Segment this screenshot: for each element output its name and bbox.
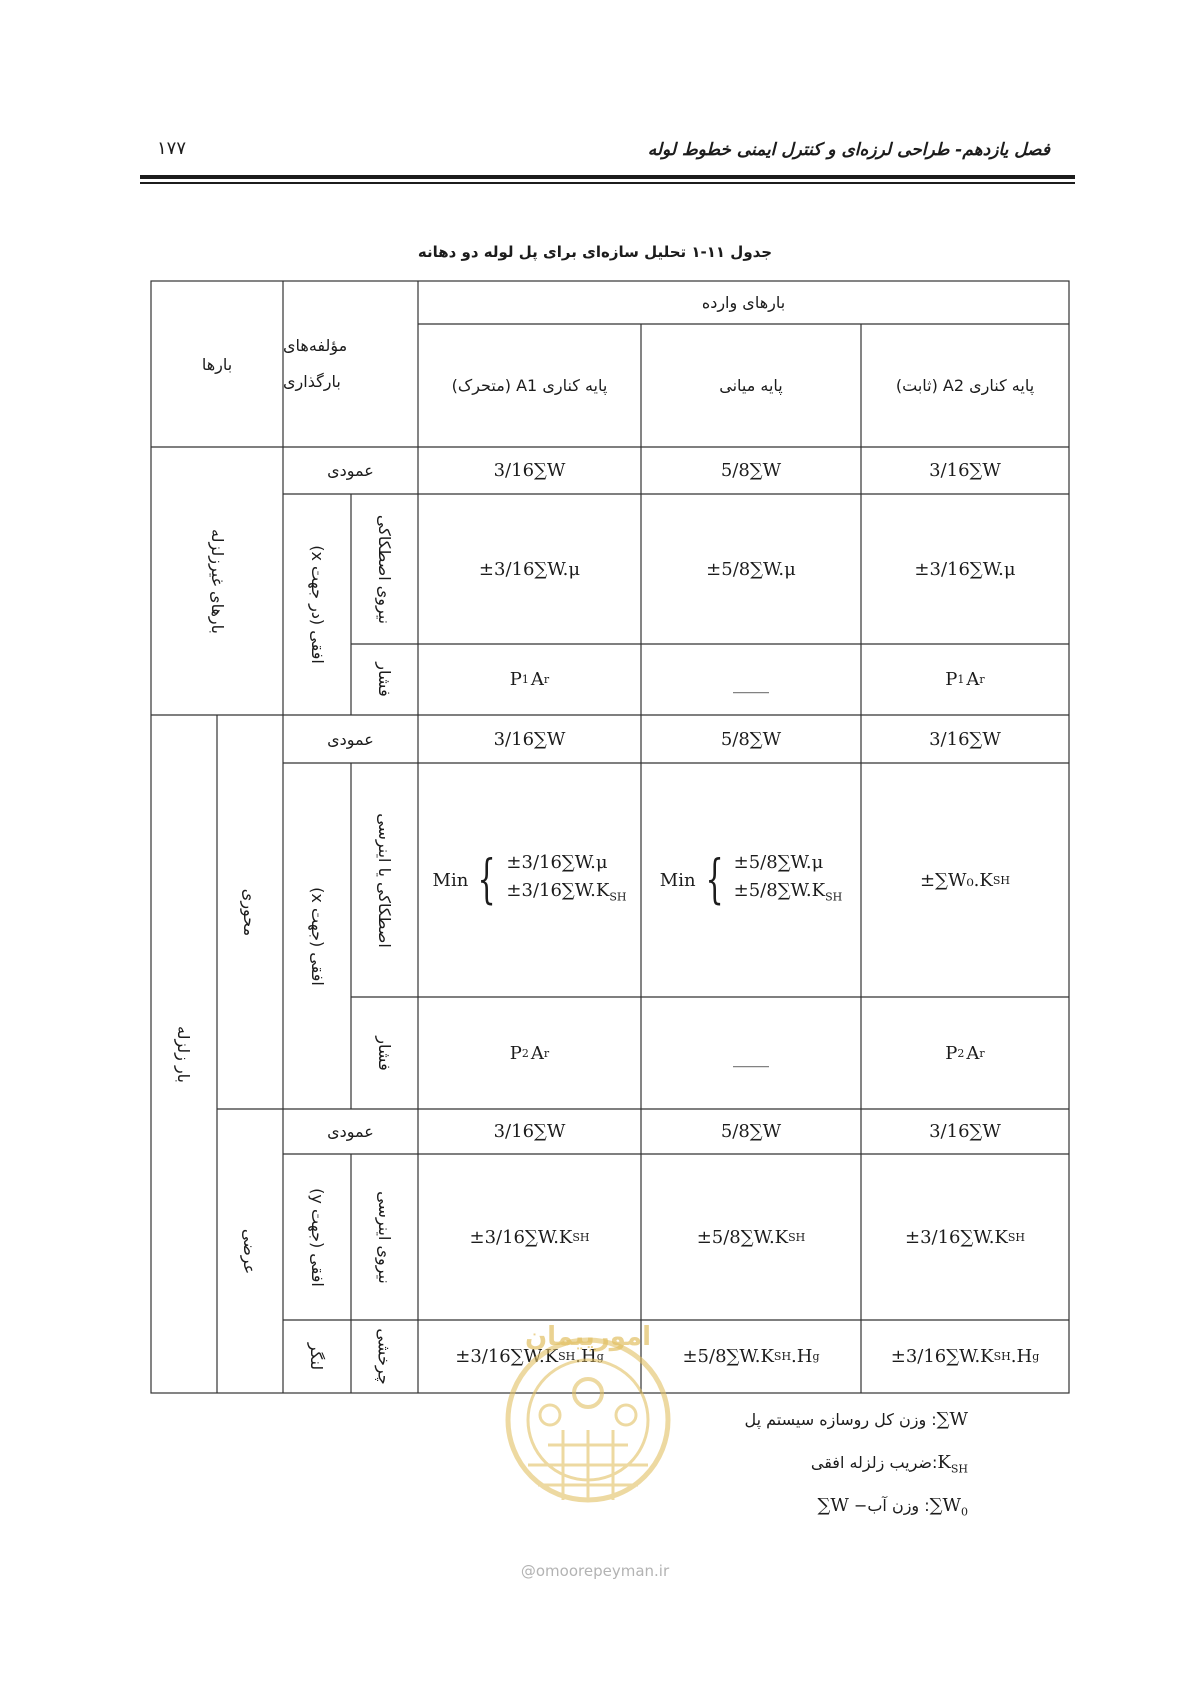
header-load-components bbox=[283, 281, 418, 447]
label-friction-force-1: نیروی اصطکاکی bbox=[375, 514, 395, 624]
label-inertia-force: نیروی اینرسی bbox=[375, 1190, 394, 1284]
cell-ns-friction-a1: ±3/16∑W.μ bbox=[478, 558, 581, 580]
cell-tr-inertia-a1: ±3/16∑W.K SH bbox=[469, 1226, 590, 1248]
cell-ns-pressure-mid: ____ bbox=[733, 673, 769, 694]
cell-tr-inertia-mid: ±5/8∑W.K SH bbox=[696, 1226, 806, 1248]
label-vertical-2: عمودی bbox=[327, 729, 374, 749]
cell-ax-pressure-a1: P 2 A r bbox=[509, 1042, 550, 1064]
header-components-line1: مؤلفه‌های bbox=[283, 336, 348, 355]
header-loads: بارها bbox=[201, 354, 233, 374]
brace-icon: { bbox=[477, 850, 496, 910]
group-transverse: عرضی bbox=[240, 1228, 260, 1274]
label-horizontal-x: افقی (جهت x) bbox=[307, 886, 327, 986]
cell-tr-moment-a1: ±3/16∑W.K SH .H g bbox=[455, 1346, 604, 1367]
group-nonseismic: بارهای غیرزلزله bbox=[207, 528, 227, 634]
group-axial: محوری bbox=[240, 888, 260, 936]
group-seismic: بار زلزله bbox=[174, 1025, 194, 1083]
watermark-logo-text: امورپیمان bbox=[524, 1322, 652, 1352]
legend-seismic-coefficient: $K_{SH}:ضریب$ زلزله افقی bbox=[810, 1452, 968, 1476]
cell-ns-friction-a2: ±3/16∑W.μ bbox=[914, 558, 1016, 580]
cell-ax-min-a1: Min { ±3/16∑W.μ $\pm 3/16\sum W.K_{SH}$ bbox=[432, 850, 627, 910]
cell-ns-vertical-a1: 3/16∑W bbox=[493, 460, 566, 481]
cell-tr-vertical-a1: 3/16∑W bbox=[493, 1121, 566, 1142]
cell-ax-vertical-a1: 3/16∑W bbox=[493, 728, 566, 750]
cell-ns-friction-mid: ±5/8∑W.μ bbox=[706, 558, 796, 580]
label-rotational: چرخشی bbox=[375, 1328, 394, 1385]
cell-ns-pressure-a1: P 1 A r bbox=[509, 669, 550, 690]
label-pressure-1: فشار bbox=[375, 662, 394, 697]
cell-ax-pressure-a2: P 2 A r bbox=[945, 1042, 985, 1064]
label-vertical-1: عمودی bbox=[327, 461, 374, 480]
label-horizontal-y: افقی (جهت y) bbox=[307, 1187, 327, 1287]
label-friction-or-inertia: اصطکاکی یا اینرسی bbox=[375, 812, 394, 948]
label-moment: لنگر bbox=[307, 1342, 327, 1371]
cell-tr-vertical-a2: 3/16∑W bbox=[929, 1121, 1001, 1142]
header-applied-loads: بارهای وارده bbox=[701, 293, 786, 312]
min-label: Min bbox=[432, 869, 469, 891]
cell-ax-inertia-a2: ±∑W₀.K SH bbox=[920, 869, 1010, 891]
col-header-a2: پایه کناری A2 (ثابت) bbox=[895, 376, 1035, 395]
cell-ax-pressure-mid: ____ bbox=[733, 1046, 769, 1068]
cell-ax-vertical-a2: 3/16∑W bbox=[929, 728, 1001, 750]
cell-tr-moment-a2: ±3/16∑W.K SH .H g bbox=[890, 1346, 1040, 1367]
cell-tr-vertical-mid: 5/8∑W bbox=[720, 1121, 782, 1142]
min-label: Min bbox=[659, 869, 696, 891]
cell-ax-vertical-mid: 5/8∑W bbox=[720, 728, 782, 750]
cell-ns-vertical-a2: 3/16∑W bbox=[929, 460, 1001, 481]
watermark-logo-icon bbox=[488, 1315, 688, 1515]
col-header-a1: پایه کناری A1 (متحرک) bbox=[451, 376, 608, 395]
chapter-title: فصل یازدهم- طراحی لرزه‌ای و کنترل ایمنی خطوط لوله bbox=[647, 140, 1050, 160]
table-caption: جدول ۱۱-۱ تحلیل سازه‌ای برای پل لوله دو دهانه bbox=[417, 243, 773, 261]
cell-ns-vertical-mid: 5/8∑W bbox=[720, 460, 782, 481]
brace-icon: { bbox=[704, 850, 724, 910]
cell-tr-inertia-a2: ±3/16∑W.K SH bbox=[904, 1226, 1026, 1248]
col-header-middle: پایه میانی bbox=[719, 376, 783, 395]
label-horizontal-in-x: افقی (در جهت x) bbox=[307, 545, 327, 664]
label-pressure-2: فشار bbox=[375, 1035, 394, 1071]
header-components-line2: بارگذاری bbox=[283, 372, 341, 391]
cell-tr-moment-mid: ±5/8∑W.K SH .H g bbox=[682, 1346, 820, 1367]
legend-w0: $\sum W_0$: وزن آب− ∑W bbox=[817, 1495, 968, 1519]
cell-ax-min-mid: Min { ±5/8∑W.μ $\pm 5/8\sum W.K_{SH}$ bbox=[659, 850, 843, 910]
label-vertical-3: عمودی bbox=[327, 1122, 374, 1141]
legend-total-weight: ∑W: وزن کل روسازه سیستم پل bbox=[744, 1409, 968, 1430]
watermark-site: @omoorepeyman.ir bbox=[520, 1562, 670, 1580]
page-number: ۱۷۷ bbox=[157, 138, 187, 159]
cell-ns-pressure-a2: P 1 A r bbox=[945, 669, 985, 690]
